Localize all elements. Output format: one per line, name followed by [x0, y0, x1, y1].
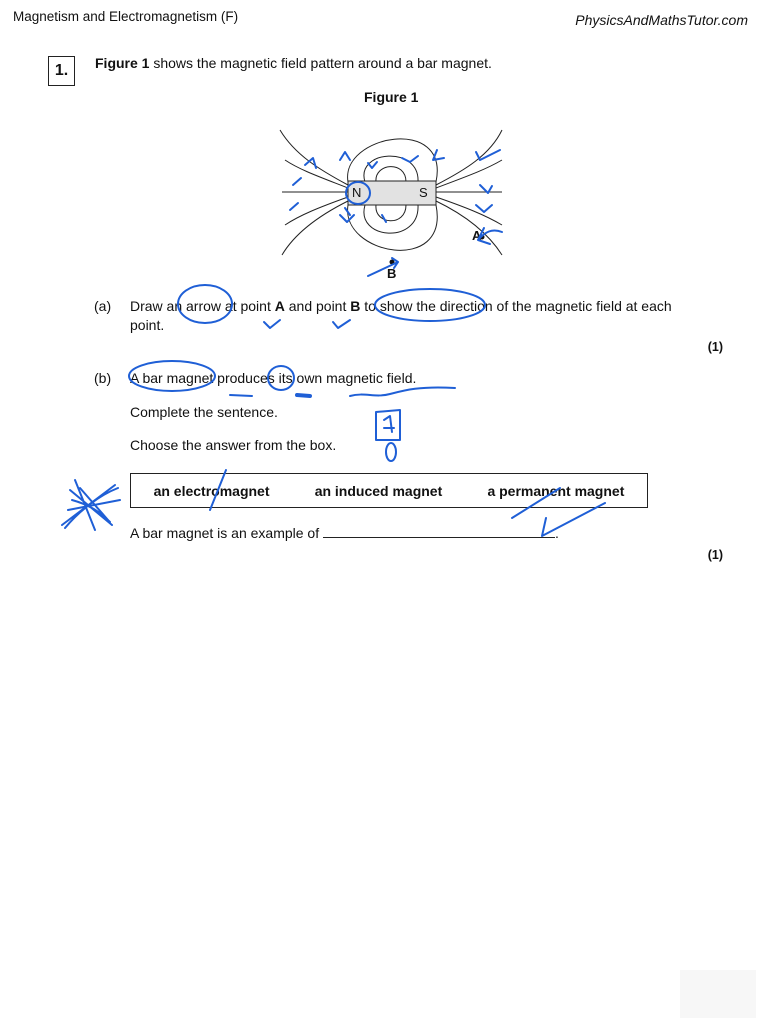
sentence-end: .	[555, 525, 559, 541]
answer-options-box	[130, 473, 648, 508]
part-b-statement: A bar magnet produces its own magnetic field.	[130, 370, 417, 386]
figure-caption: Figure 1	[364, 89, 419, 105]
option-induced-magnet[interactable]: an induced magnet	[314, 482, 443, 499]
part-b-label: (b)	[94, 370, 112, 386]
question-number: 1.	[48, 56, 75, 86]
page-topic: Magnetism and Electromagnetism (F)	[13, 9, 239, 24]
part-a-text-2: and point	[284, 298, 351, 314]
intro-text: shows the magnetic field pattern around a bar magnet.	[149, 55, 492, 71]
part-b-instruction-1: Complete the sentence.	[130, 404, 278, 420]
figure-reference: Figure 1	[95, 55, 150, 71]
part-a-text-4: point.	[130, 317, 165, 333]
point-a-label: A	[472, 228, 482, 243]
part-a-label: (a)	[94, 298, 112, 314]
part-b-instruction-2: Choose the answer from the box.	[130, 437, 337, 453]
part-a-bold-a: A	[274, 298, 285, 314]
part-a-question	[130, 298, 672, 314]
answer-blank[interactable]	[323, 525, 555, 538]
part-a-text-1: Draw an arrow at point	[130, 298, 275, 314]
scan-artifact	[680, 970, 756, 1018]
magnetic-field-figure	[270, 115, 520, 285]
part-a-bold-b: B	[350, 298, 361, 314]
part-b-marks: (1)	[707, 548, 723, 562]
part-a-marks: (1)	[707, 340, 723, 354]
question-intro	[95, 55, 492, 71]
option-electromagnet[interactable]: an electromagnet	[153, 482, 270, 499]
south-pole-label: S	[419, 185, 428, 200]
site-name: PhysicsAndMathsTutor.com	[575, 12, 748, 28]
option-permanent-magnet[interactable]: a permanent magnet	[487, 482, 625, 499]
part-a-text-3: to show the direction of the magnetic field at each	[360, 298, 672, 314]
north-pole-label: N	[352, 185, 362, 200]
sentence-text: A bar magnet is an example of	[130, 525, 320, 541]
answer-sentence	[130, 525, 559, 541]
point-b-label: B	[387, 266, 397, 281]
